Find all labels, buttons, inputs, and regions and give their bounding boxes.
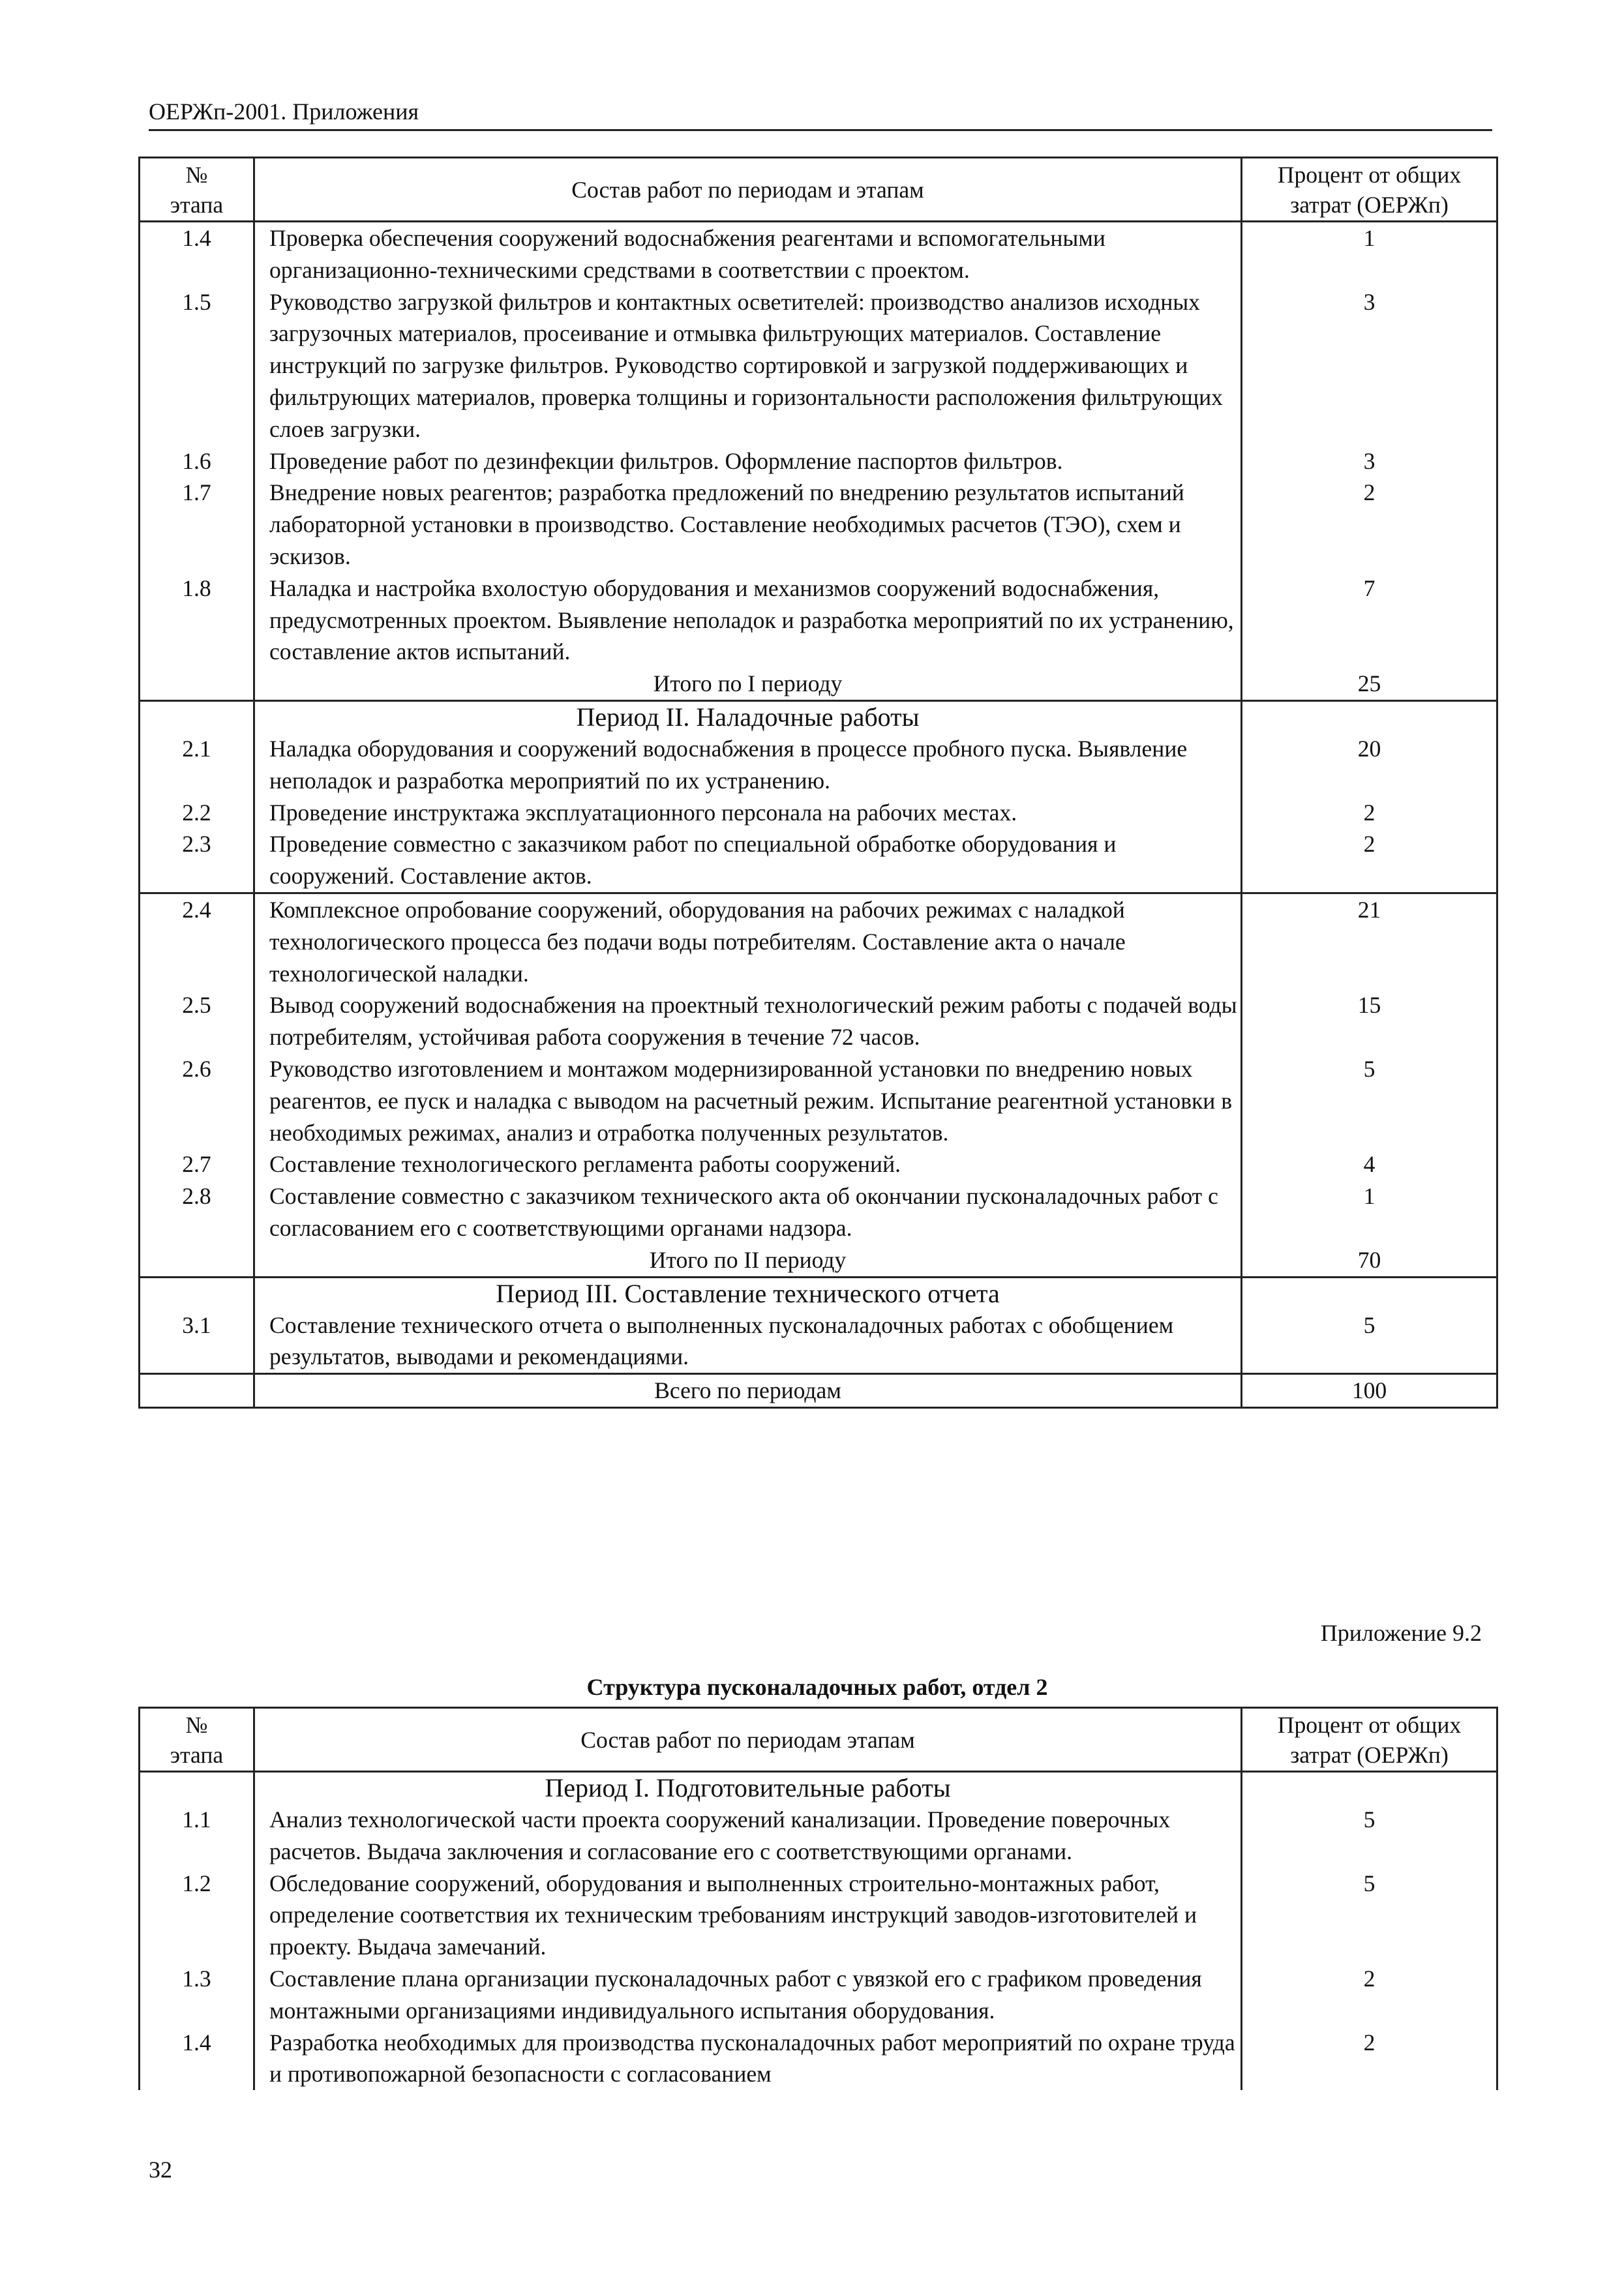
table-row (140, 1804, 1497, 1868)
grand-total-label: Всего по периодам (254, 1374, 1242, 1408)
table-row (140, 477, 1497, 572)
stage-number: 1.2 (140, 1868, 254, 1963)
table-row (140, 1053, 1497, 1148)
table-row (140, 989, 1497, 1053)
period-heading-row (140, 700, 1497, 733)
stage-percent: 3 (1242, 445, 1497, 477)
stage-number: 2.8 (140, 1180, 254, 1244)
col-header-percent-l2: затрат (ОЕРЖп) (1290, 191, 1449, 218)
stage-number: 1.7 (140, 477, 254, 572)
table-row (140, 1148, 1497, 1180)
stage-number: 2.4 (140, 893, 254, 989)
table-row (140, 893, 1497, 989)
stage-number: 2.2 (140, 797, 254, 829)
table-row (140, 286, 1497, 445)
empty-cell (140, 1772, 254, 1804)
table-row (140, 445, 1497, 477)
table-2-title: Структура пусконаладочных работ, отдел 2 (586, 1674, 1048, 1700)
stage-description: Составление технологического регламента работы сооружений. (254, 1148, 1242, 1180)
period-heading: Период II. Наладочные работы (254, 700, 1242, 733)
stage-percent: 21 (1242, 893, 1497, 989)
stage-number: 2.1 (140, 733, 254, 797)
empty-cell (1242, 1772, 1497, 1804)
stage-description: Составление плана организации пусконаладочных работ с увязкой его с графиком проведения монтажными организациями индивидуального испытания оборудования. (254, 1963, 1242, 2027)
stage-percent: 2 (1242, 1963, 1497, 2027)
stage-description: Проверка обеспечения сооружений водоснабжения реагентами и вспомогательными организационно-техническими средствами в соответствии с проектом. (254, 222, 1242, 286)
stage-number: 2.3 (140, 828, 254, 893)
table-row (140, 828, 1497, 893)
stage-number: 1.3 (140, 1963, 254, 2027)
stage-description: Вывод сооружений водоснабжения на проектный технологический режим работы с подачей воды потребителям, устойчивая работа сооружения в течение 72 часов. (254, 989, 1242, 1053)
stage-percent: 5 (1242, 1053, 1497, 1148)
col-header-works: Состав работ по периодам и этапам (254, 158, 1242, 222)
table-row (140, 1309, 1497, 1374)
col-header-stage-number-l1: № (185, 1711, 208, 1738)
grand-total-row (140, 1374, 1497, 1408)
stage-description: Наладка и настройка вхолостую оборудования и механизмов сооружений водоснабжения, предусмотренных проектом. Выявление неполадок и разработка мероприятий по их устранению, составление актов испытаний. (254, 573, 1242, 668)
col-header-percent-l1: Процент от общих (1277, 161, 1462, 188)
stage-number: 1.4 (140, 2027, 254, 2091)
col-header-works: Состав работ по периодам этапам (254, 1708, 1242, 1772)
col-header-percent-l2: затрат (ОЕРЖп) (1290, 1741, 1449, 1768)
stage-percent: 5 (1242, 1868, 1497, 1963)
col-header-stage-number (140, 1708, 254, 1772)
period-heading: Период I. Подготовительные работы (254, 1772, 1242, 1804)
stage-description: Разработка необходимых для производства пусконаладочных работ мероприятий по охране труда и противопожарной безопасности с согласованием (254, 2027, 1242, 2091)
table-row (140, 797, 1497, 829)
period-total-row (140, 668, 1497, 700)
stage-number: 2.6 (140, 1053, 254, 1148)
stage-percent: 1 (1242, 1180, 1497, 1244)
col-header-percent (1242, 158, 1497, 222)
empty-cell (140, 1244, 254, 1277)
period-heading-row (140, 1772, 1497, 1804)
col-header-stage-number (140, 158, 254, 222)
table-row (140, 222, 1497, 286)
stage-description: Руководство изготовлением и монтажом модернизированной установки по внедрению новых реагентов, ее пуск и наладка с выводом на расчетный режим. Испытание реагентной установки в необходимых режимах, анализ и отработка полученных результатов. (254, 1053, 1242, 1148)
col-header-stage-number-l1: № (185, 161, 208, 188)
running-header: ОЕРЖп-2001. Приложения (149, 98, 1492, 131)
table-row (140, 2027, 1497, 2091)
table-header-row (140, 1708, 1497, 1772)
stage-number: 1.6 (140, 445, 254, 477)
works-table-2 (138, 1707, 1498, 2090)
table-header-row (140, 158, 1497, 222)
empty-cell (1242, 700, 1497, 733)
empty-cell (140, 1374, 254, 1408)
empty-cell (140, 700, 254, 733)
table-row (140, 733, 1497, 797)
stage-percent: 7 (1242, 573, 1497, 668)
page-number: 32 (149, 2157, 172, 2183)
period-total-label: Итого по I периоду (254, 668, 1242, 700)
stage-percent: 4 (1242, 1148, 1497, 1180)
stage-percent: 20 (1242, 733, 1497, 797)
stage-description: Проведение работ по дезинфекции фильтров. Оформление паспортов фильтров. (254, 445, 1242, 477)
stage-description: Составление технического отчета о выполненных пусконаладочных работах с обобщением результатов, выводами и рекомендациями. (254, 1309, 1242, 1374)
period-total-row (140, 1244, 1497, 1277)
stage-number: 3.1 (140, 1309, 254, 1374)
period-heading-row (140, 1277, 1497, 1309)
stage-number: 1.8 (140, 573, 254, 668)
col-header-percent-l1: Процент от общих (1277, 1711, 1462, 1738)
col-header-stage-number-l2: этапа (170, 191, 224, 218)
table-row (140, 1868, 1497, 1963)
empty-cell (1242, 1277, 1497, 1309)
stage-description: Комплексное опробование сооружений, оборудования на рабочих режимах с наладкой технологического процесса без подачи воды потребителям. Составление акта о начале технологической наладки. (254, 893, 1242, 989)
stage-description: Составление совместно с заказчиком технического акта об окончании пусконаладочных работ с согласованием его с соответствующими органами надзора. (254, 1180, 1242, 1244)
period-total-percent: 70 (1242, 1244, 1497, 1277)
stage-number: 1.4 (140, 222, 254, 286)
table-row (140, 573, 1497, 668)
stage-description: Руководство загрузкой фильтров и контактных осветителей: производство анализов исходных загрузочных материалов, просеивание и отмывка фильтрующих материалов. Составление инструкций по загрузке фильтров. Руководство сортировкой и загрузкой поддерживающих и фильтрующих материалов, проверка толщины и горизонтальности расположения фильтрующих слоев загрузки. (254, 286, 1242, 445)
stage-description: Внедрение новых реагентов; разработка предложений по внедрению результатов испытаний лабораторной установки в производство. Составление необходимых расчетов (ТЭО), схем и эскизов. (254, 477, 1242, 572)
stage-percent: 5 (1242, 1309, 1497, 1374)
stage-percent: 5 (1242, 1804, 1497, 1868)
stage-description: Анализ технологической части проекта сооружений канализации. Проведение поверочных расчетов. Выдача заключения и согласование его с соответствующими органами. (254, 1804, 1242, 1868)
stage-percent: 1 (1242, 222, 1497, 286)
works-table-1 (138, 157, 1498, 1409)
stage-number: 2.7 (140, 1148, 254, 1180)
stage-description: Обследование сооружений, оборудования и выполненных строительно-монтажных работ, определение соответствия их техническим требованиям инструкций заводов-изготовителей и проекту. Выдача замечаний. (254, 1868, 1242, 1963)
empty-cell (140, 1277, 254, 1309)
col-header-percent (1242, 1708, 1497, 1772)
period-heading: Период III. Составление технического отчета (254, 1277, 1242, 1309)
stage-description: Проведение совместно с заказчиком работ по специальной обработке оборудования и сооружений. Составление актов. (254, 828, 1242, 893)
stage-percent: 3 (1242, 286, 1497, 445)
period-total-label: Итого по II периоду (254, 1244, 1242, 1277)
stage-percent: 2 (1242, 477, 1497, 572)
empty-cell (140, 668, 254, 700)
stage-percent: 15 (1242, 989, 1497, 1053)
stage-description: Проведение инструктажа эксплуатационного персонала на рабочих местах. (254, 797, 1242, 829)
stage-percent: 2 (1242, 797, 1497, 829)
stage-percent: 2 (1242, 828, 1497, 893)
appendix-label: Приложение 9.2 (1320, 1620, 1482, 1646)
stage-number: 1.5 (140, 286, 254, 445)
stage-number: 1.1 (140, 1804, 254, 1868)
table-row (140, 1180, 1497, 1244)
col-header-stage-number-l2: этапа (170, 1741, 224, 1768)
period-total-percent: 25 (1242, 668, 1497, 700)
stage-description: Наладка оборудования и сооружений водоснабжения в процессе пробного пуска. Выявление неполадок и разработка мероприятий по их устранению. (254, 733, 1242, 797)
stage-percent: 2 (1242, 2027, 1497, 2091)
stage-number: 2.5 (140, 989, 254, 1053)
table-row (140, 1963, 1497, 2027)
grand-total-percent: 100 (1242, 1374, 1497, 1408)
